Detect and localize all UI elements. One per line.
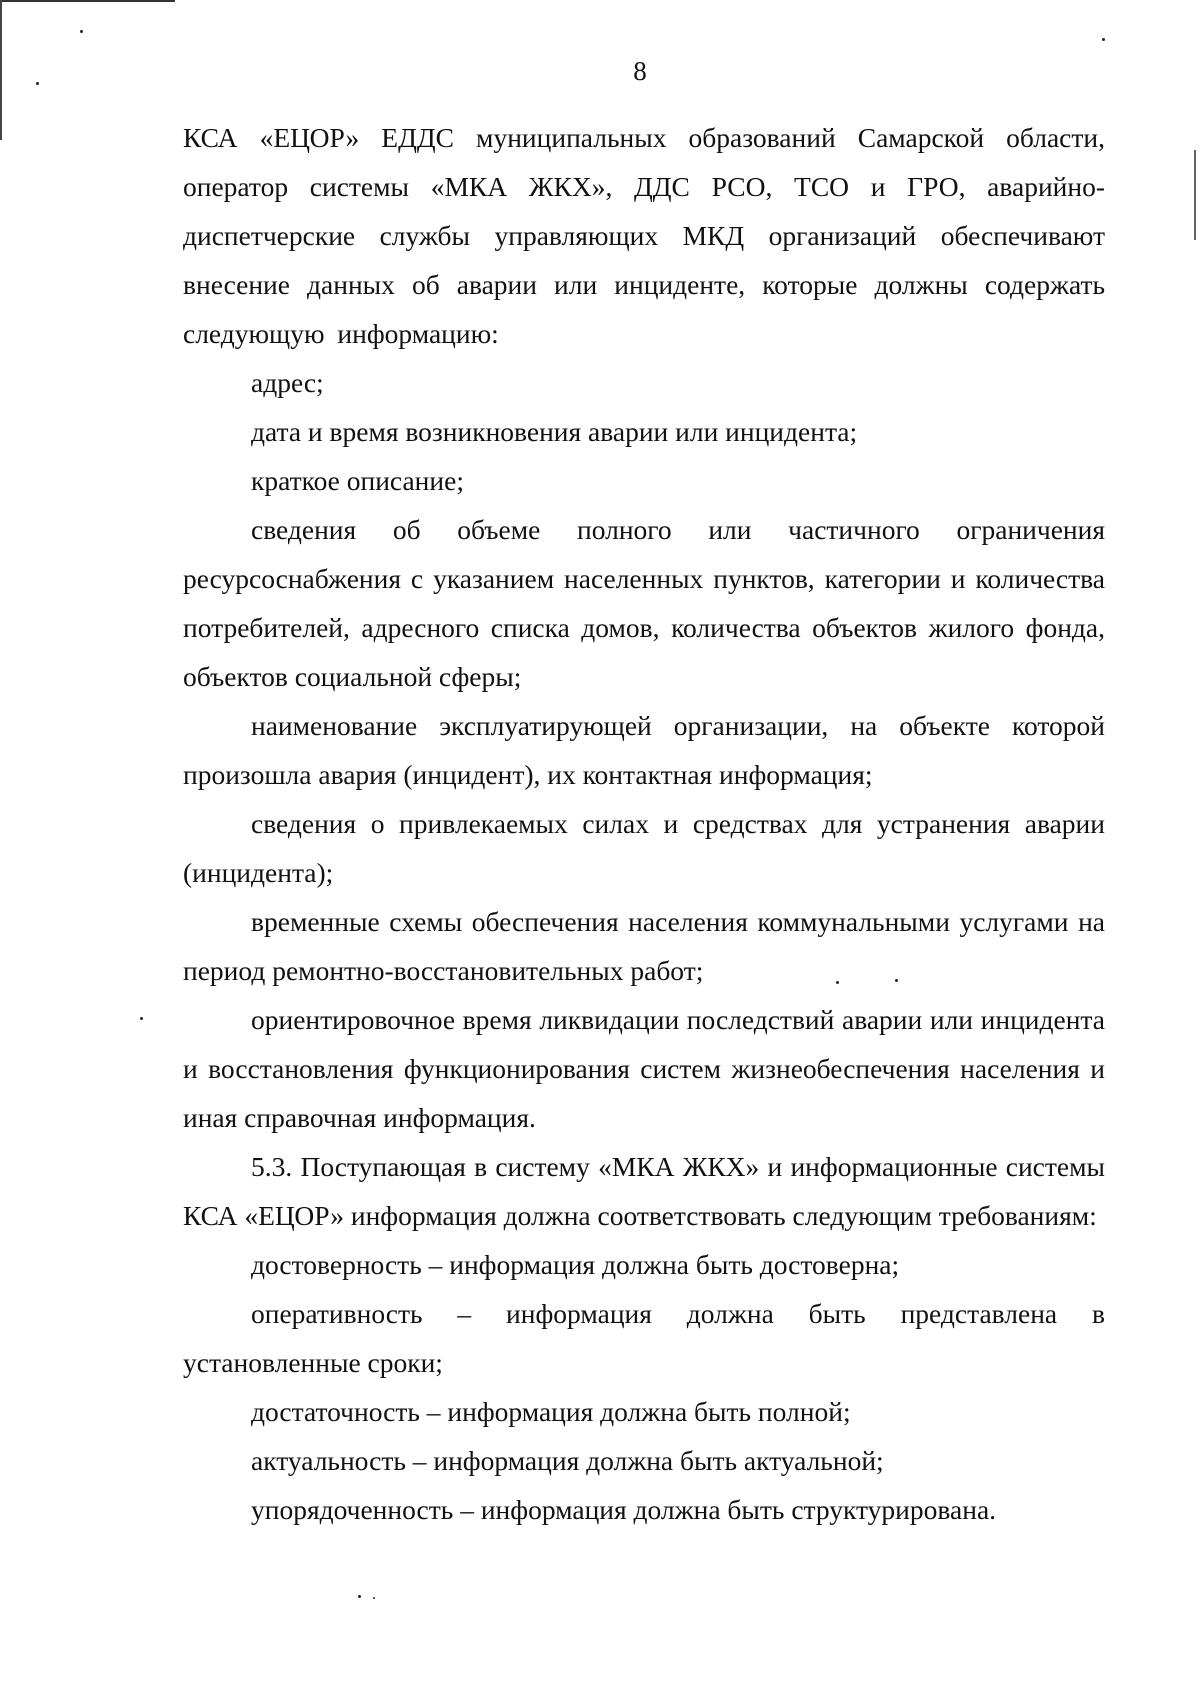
list-item-description: краткое описание;	[251, 465, 464, 496]
requirement-promptness: оперативность – информация должна быть представлена в установленные сроки;	[183, 1298, 1105, 1378]
list-item-datetime: дата и время возникновения аварии или инцидента;	[251, 416, 858, 447]
scan-speck	[140, 1017, 143, 1020]
paragraph-intro: КСА «ЕЦОР» ЕДДС муниципальных образований Самарской области, оператор системы «МКА ЖКХ», ДДС РСО, ТСО и ГРО, аварийно-диспетчерские службы управляющих МКД организаций обеспечивают внесение данных об аварии или инциденте, которые должны содержать следующую информацию:	[183, 122, 1105, 349]
list-item-address: адрес;	[251, 367, 324, 398]
list-item-temporary-schemes: временные схемы обеспечения населения коммунальными услугами на период ремонтно-восстановительных работ;	[183, 906, 1105, 986]
requirement-relevance: актуальность – информация должна быть актуальной;	[251, 1445, 884, 1476]
document-body	[183, 113, 1105, 1534]
requirement-orderliness: упорядоченность – информация должна быть структурирована.	[251, 1494, 997, 1525]
scan-speck	[358, 1595, 361, 1598]
scan-speck	[1102, 38, 1105, 41]
list-item-restriction: сведения об объеме полного или частичного ограничения ресурсоснабжения с указанием населенных пунктов, категории и количества потребителей, адресного списка домов, количества объектов жилого фонда, объектов социальной сферы;	[183, 514, 1105, 692]
list-item-resources: сведения о привлекаемых силах и средствах для устранения аварии (инцидента);	[183, 808, 1105, 888]
requirement-reliability: достоверность – информация должна быть достоверна;	[251, 1249, 900, 1280]
scan-speck	[80, 30, 83, 33]
list-item-organization: наименование эксплуатирующей организации, на объекте которой произошла авария (инцидент), их контактная информация;	[183, 710, 1105, 790]
list-item-estimated-time: ориентировочное время ликвидации последствий аварии или инцидента и восстановления функционирования систем жизнеобеспечения населения и иная справочная информация.	[183, 1004, 1105, 1133]
page-number: 8	[633, 56, 647, 86]
requirement-sufficiency: достаточность – информация должна быть полной;	[251, 1396, 851, 1427]
paragraph-section-5-3: 5.3. Поступающая в систему «МКА ЖКХ» и информационные системы КСА «ЕЦОР» информация должна соответствовать следующим требованиям:	[183, 1151, 1105, 1231]
scan-speck	[373, 1597, 375, 1599]
scan-edge-top	[0, 0, 175, 2]
scan-edge-right	[1194, 150, 1196, 240]
